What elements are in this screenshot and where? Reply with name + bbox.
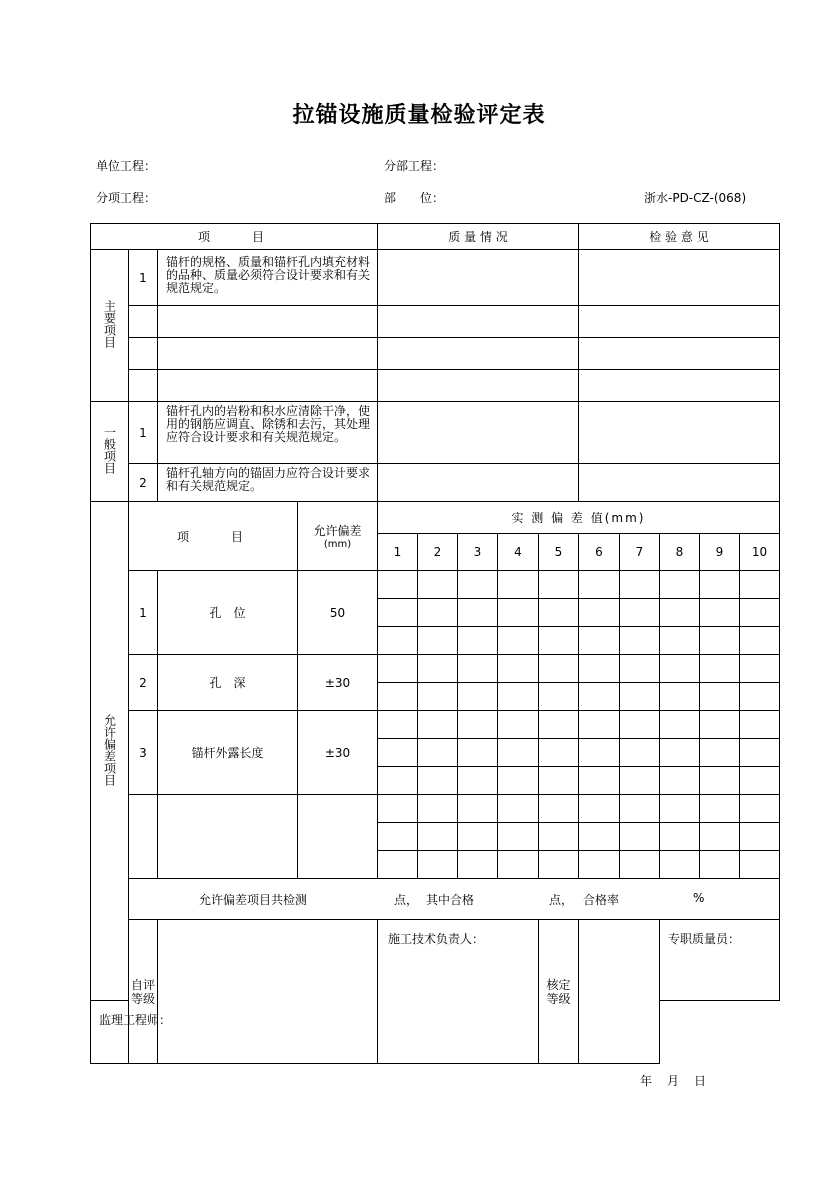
verify-grade-cell[interactable] xyxy=(579,920,660,1064)
measure-cell[interactable] xyxy=(620,627,660,655)
measure-cell[interactable] xyxy=(660,795,700,823)
measure-cell[interactable] xyxy=(700,655,740,683)
measure-cell[interactable] xyxy=(498,571,539,599)
measure-cell[interactable] xyxy=(458,571,498,599)
verify-grade-label: 核定等级 xyxy=(539,920,579,1064)
page-title: 拉锚设施质量检验评定表 xyxy=(292,103,546,128)
summary-text-c: 其中合格 xyxy=(426,893,475,907)
main-item-text: 锚杆的规格、质量和锚杆孔内填充材料的品种、质量必须符合设计要求和有关规范规定。 xyxy=(158,250,378,306)
measure-cell[interactable] xyxy=(539,571,579,599)
measure-cell[interactable] xyxy=(458,599,498,627)
tol-item-no: 3 xyxy=(129,711,158,795)
measure-cell[interactable] xyxy=(740,627,780,655)
measure-cell[interactable] xyxy=(579,739,620,767)
measure-cell[interactable] xyxy=(498,627,539,655)
quality-cell[interactable] xyxy=(378,370,579,402)
measure-cell[interactable] xyxy=(700,711,740,739)
measure-cell[interactable] xyxy=(700,795,740,823)
sub-project-label: 分部工程： xyxy=(384,159,445,173)
main-item-no: 1 xyxy=(129,250,158,306)
measure-cell[interactable] xyxy=(418,571,458,599)
measure-cell[interactable] xyxy=(498,795,539,823)
measure-cell[interactable] xyxy=(539,851,579,879)
measure-cell[interactable] xyxy=(660,571,700,599)
measure-cell[interactable] xyxy=(418,795,458,823)
measure-cell[interactable] xyxy=(620,599,660,627)
measure-cell[interactable] xyxy=(129,338,158,370)
measure-cell[interactable] xyxy=(378,795,418,823)
tol-item-name: 锚杆外露长度 xyxy=(158,711,298,795)
opinion-cell[interactable] xyxy=(579,370,780,402)
measure-col-header: 8 xyxy=(660,534,700,571)
summary-row xyxy=(129,879,780,920)
measure-cell[interactable] xyxy=(700,571,740,599)
measure-cell[interactable] xyxy=(660,711,700,739)
measure-cell[interactable] xyxy=(700,851,740,879)
measure-cell[interactable] xyxy=(418,851,458,879)
measure-cell[interactable] xyxy=(418,655,458,683)
measure-cell[interactable] xyxy=(660,823,700,851)
measure-col-header: 4 xyxy=(498,534,539,571)
measure-col-header: 10 xyxy=(740,534,780,571)
measure-cell[interactable] xyxy=(740,739,780,767)
measure-cell[interactable] xyxy=(498,655,539,683)
col-opinion-header: 检 验 意 见 xyxy=(579,224,780,250)
tol-item-value: ±30 xyxy=(298,655,378,711)
measure-cell[interactable] xyxy=(620,571,660,599)
tol-allow-header: 允许偏差 (mm) xyxy=(298,502,378,571)
measure-cell[interactable] xyxy=(539,823,579,851)
measure-cell[interactable] xyxy=(539,683,579,711)
measure-cell[interactable] xyxy=(620,795,660,823)
measure-cell[interactable] xyxy=(498,823,539,851)
general-item-text: 锚杆孔内的岩粉和积水应清除干净，使用的钢筋应调直、除锈和去污，其处理应符合设计要求和有关规范规定。 xyxy=(158,402,378,464)
measure-cell[interactable] xyxy=(740,683,780,711)
measure-cell[interactable] xyxy=(740,711,780,739)
measure-cell[interactable] xyxy=(539,767,579,795)
quality-cell[interactable] xyxy=(378,306,579,338)
measure-cell[interactable] xyxy=(660,683,700,711)
col-item-header: 项 目 xyxy=(91,224,378,250)
measure-cell[interactable] xyxy=(579,683,620,711)
measure-cell[interactable] xyxy=(620,767,660,795)
summary-text-a: 允许偏差项目共检测 xyxy=(199,893,308,907)
measure-cell[interactable] xyxy=(660,767,700,795)
measure-cell[interactable] xyxy=(620,683,660,711)
measure-cell[interactable] xyxy=(158,338,378,370)
measure-cell[interactable] xyxy=(378,823,418,851)
measure-cell[interactable] xyxy=(740,571,780,599)
tol-item-no: 1 xyxy=(129,571,158,655)
tolerance-items-group: 允许偏差项目 xyxy=(91,502,129,1001)
quality-cell[interactable] xyxy=(378,250,579,306)
measure-cell[interactable] xyxy=(660,851,700,879)
opinion-cell[interactable] xyxy=(579,402,780,464)
measure-col-header: 3 xyxy=(458,534,498,571)
summary-text-f: % xyxy=(693,891,705,905)
measure-cell[interactable] xyxy=(458,851,498,879)
form-code: 浙水-PD-CZ-(068) xyxy=(644,191,747,205)
measure-cell[interactable] xyxy=(418,711,458,739)
measure-cell[interactable] xyxy=(579,795,620,823)
measure-col-header: 7 xyxy=(620,534,660,571)
measure-cell[interactable] xyxy=(158,795,298,879)
measure-cell[interactable] xyxy=(700,767,740,795)
measure-cell[interactable] xyxy=(660,655,700,683)
measure-cell[interactable] xyxy=(740,599,780,627)
item-project-label: 分项工程： xyxy=(96,191,157,205)
tol-row xyxy=(91,571,780,599)
summary-text-b: 点， xyxy=(394,893,419,907)
tol-item-name: 孔 位 xyxy=(158,571,298,655)
summary-text-e: 合格率 xyxy=(583,893,620,907)
measure-cell[interactable] xyxy=(579,627,620,655)
measure-cell[interactable] xyxy=(378,711,418,739)
measure-cell[interactable] xyxy=(620,711,660,739)
measure-cell[interactable] xyxy=(378,851,418,879)
date-year-label: 年 xyxy=(640,1074,653,1088)
measure-cell[interactable] xyxy=(740,767,780,795)
measure-cell[interactable] xyxy=(418,823,458,851)
measure-cell[interactable] xyxy=(620,823,660,851)
tol-row xyxy=(91,795,780,823)
measure-cell[interactable] xyxy=(378,655,418,683)
general-item-no: 2 xyxy=(129,464,158,502)
measure-cell[interactable] xyxy=(378,599,418,627)
measure-cell[interactable] xyxy=(418,683,458,711)
inspection-table xyxy=(90,223,780,1064)
measure-cell[interactable] xyxy=(498,711,539,739)
measure-cell[interactable] xyxy=(418,739,458,767)
measure-cell[interactable] xyxy=(539,627,579,655)
measure-cell[interactable] xyxy=(418,627,458,655)
measure-cell[interactable] xyxy=(740,823,780,851)
opinion-cell[interactable] xyxy=(579,250,780,306)
opinion-cell[interactable] xyxy=(579,464,780,502)
measure-cell[interactable] xyxy=(660,739,700,767)
measure-cell[interactable] xyxy=(378,571,418,599)
tol-row xyxy=(91,711,780,739)
measure-cell[interactable] xyxy=(579,599,620,627)
measure-cell[interactable] xyxy=(378,767,418,795)
measure-cell[interactable] xyxy=(129,795,158,879)
general-item-no: 1 xyxy=(129,402,158,464)
quality-officer-cell[interactable]: 专职质量员： xyxy=(660,920,780,1001)
measure-cell[interactable] xyxy=(458,683,498,711)
unit-project-label: 单位工程： xyxy=(96,159,157,173)
measure-cell[interactable] xyxy=(378,739,418,767)
quality-cell[interactable] xyxy=(378,464,579,502)
measure-cell[interactable] xyxy=(660,599,700,627)
measure-cell[interactable] xyxy=(740,795,780,823)
measure-cell[interactable] xyxy=(458,627,498,655)
measure-col-header: 9 xyxy=(700,534,740,571)
measure-cell[interactable] xyxy=(418,599,458,627)
self-eval-label: 自评等级 xyxy=(129,920,158,1064)
measure-cell[interactable] xyxy=(158,306,378,338)
measure-cell[interactable] xyxy=(539,599,579,627)
tol-item-value: 50 xyxy=(298,571,378,655)
measure-cell[interactable] xyxy=(620,655,660,683)
tol-row xyxy=(91,655,780,683)
measure-cell[interactable] xyxy=(418,767,458,795)
measure-col-header: 1 xyxy=(378,534,418,571)
measure-cell[interactable] xyxy=(378,627,418,655)
measure-cell[interactable] xyxy=(660,627,700,655)
measure-cell[interactable] xyxy=(458,823,498,851)
measure-cell[interactable] xyxy=(539,655,579,683)
measure-cell[interactable] xyxy=(700,683,740,711)
tol-item-header: 项 目 xyxy=(129,502,298,571)
measure-cell[interactable] xyxy=(700,599,740,627)
quality-cell[interactable] xyxy=(378,338,579,370)
measure-cell[interactable] xyxy=(539,739,579,767)
measure-col-header: 2 xyxy=(418,534,458,571)
measure-cell[interactable] xyxy=(498,767,539,795)
measure-col-header: 6 xyxy=(579,534,620,571)
measure-cell[interactable] xyxy=(579,767,620,795)
measure-cell[interactable] xyxy=(458,767,498,795)
measure-cell[interactable] xyxy=(579,823,620,851)
measure-cell[interactable] xyxy=(498,739,539,767)
measure-cell[interactable] xyxy=(700,627,740,655)
measure-cell[interactable] xyxy=(458,739,498,767)
measure-cell[interactable] xyxy=(579,851,620,879)
date-month-label: 月 xyxy=(667,1074,680,1088)
measure-cell[interactable] xyxy=(740,655,780,683)
measure-col-header: 5 xyxy=(539,534,579,571)
tol-item-value: ±30 xyxy=(298,711,378,795)
measure-cell[interactable] xyxy=(579,655,620,683)
position-label: 部 位： xyxy=(384,191,445,205)
measure-cell[interactable] xyxy=(129,370,158,402)
date-day-label: 日 xyxy=(694,1074,707,1088)
measure-cell[interactable] xyxy=(620,851,660,879)
tol-item-name: 孔 深 xyxy=(158,655,298,711)
measured-title: 实 测 偏 差 值(mm) xyxy=(378,502,780,534)
measure-cell[interactable] xyxy=(158,370,378,402)
main-items-group: 主要项目 xyxy=(91,250,129,402)
quality-cell[interactable] xyxy=(378,402,579,464)
measure-cell[interactable] xyxy=(129,306,158,338)
opinion-cell[interactable] xyxy=(579,338,780,370)
measure-cell[interactable] xyxy=(298,795,378,879)
measure-cell[interactable] xyxy=(458,795,498,823)
construction-lead-cell[interactable]: 施工技术负责人： xyxy=(378,920,539,1064)
measure-cell[interactable] xyxy=(740,851,780,879)
summary-text-d: 点， xyxy=(549,893,574,907)
tol-item-no: 2 xyxy=(129,655,158,711)
measure-cell[interactable] xyxy=(579,711,620,739)
general-item-text: 锚杆孔轴方向的锚固力应符合设计要求和有关规范规定。 xyxy=(158,464,378,502)
measure-cell[interactable] xyxy=(700,739,740,767)
opinion-cell[interactable] xyxy=(579,306,780,338)
measure-cell[interactable] xyxy=(579,571,620,599)
supervisor-cell[interactable]: 监理工程师： xyxy=(91,1001,418,1064)
measure-cell[interactable] xyxy=(539,795,579,823)
measure-cell[interactable] xyxy=(700,823,740,851)
measure-cell[interactable] xyxy=(458,655,498,683)
measure-cell[interactable] xyxy=(620,739,660,767)
measure-cell[interactable] xyxy=(498,683,539,711)
measure-cell[interactable] xyxy=(498,851,539,879)
measure-cell[interactable] xyxy=(498,599,539,627)
measure-cell[interactable] xyxy=(458,711,498,739)
general-items-group: 一般项目 xyxy=(91,402,129,502)
col-quality-header: 质 量 情 况 xyxy=(378,224,579,250)
measure-cell[interactable] xyxy=(378,683,418,711)
measure-cell[interactable] xyxy=(539,711,579,739)
